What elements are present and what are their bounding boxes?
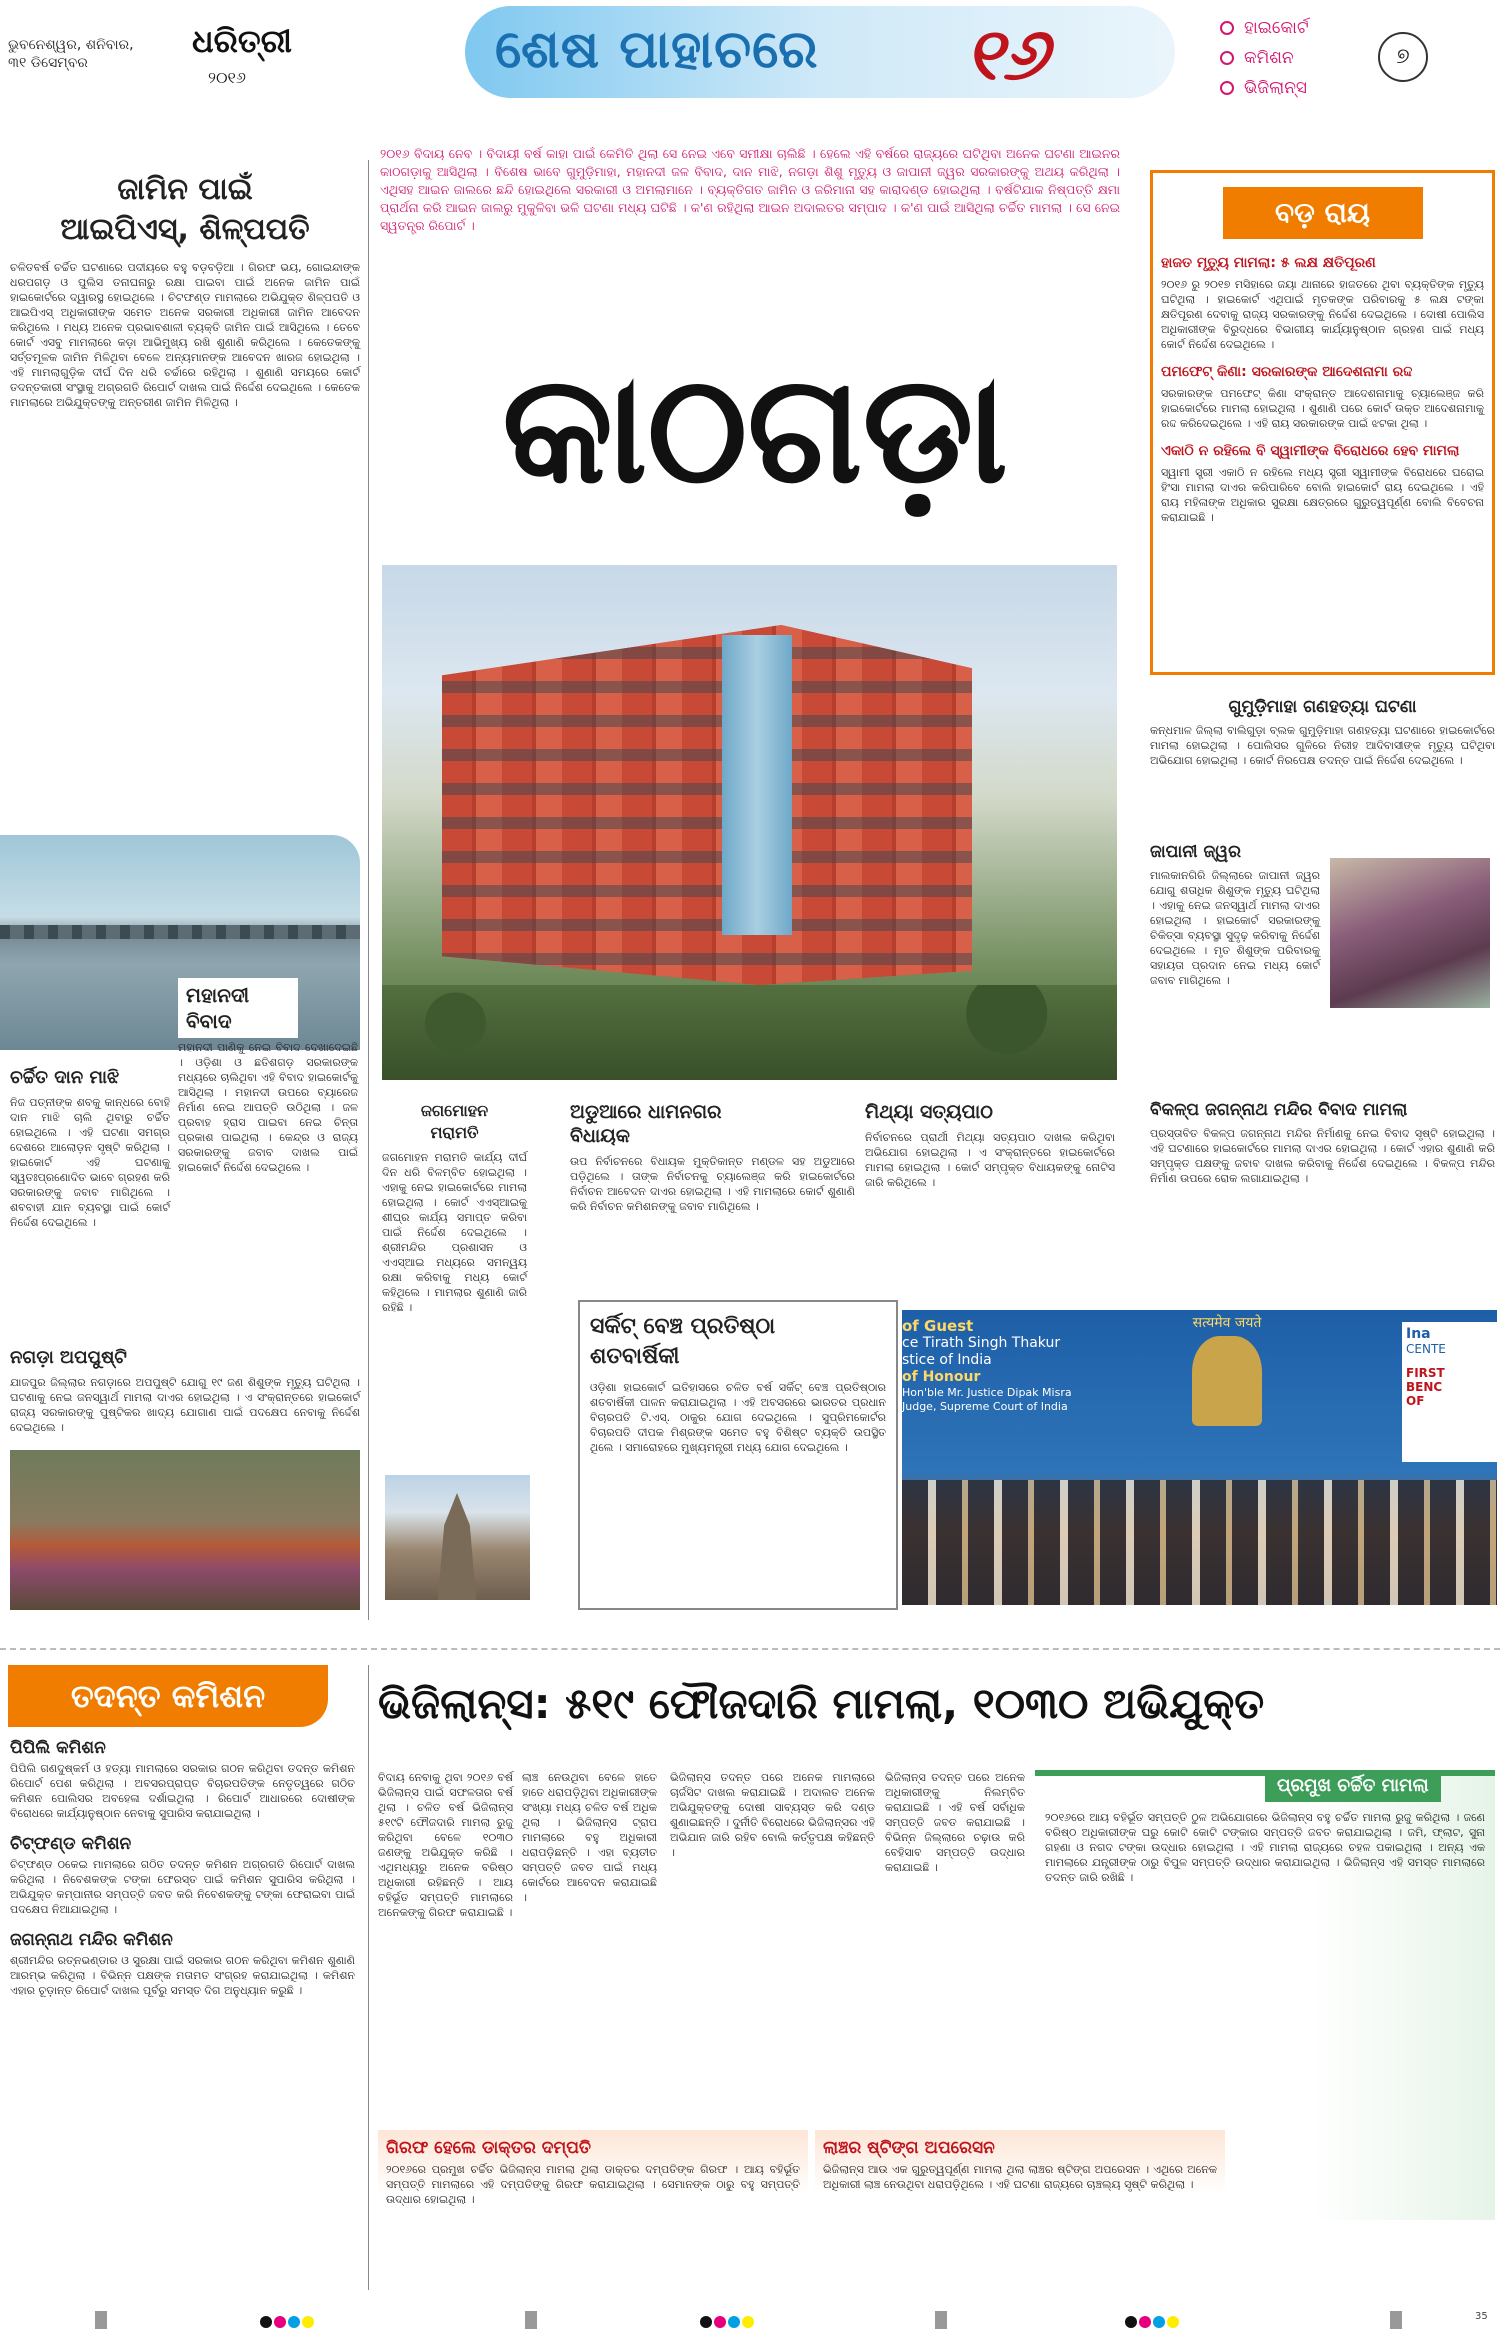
year-label: ୨୦୧୬ (208, 68, 246, 87)
vig-col-2: ଲାଞ୍ଚ ନେଉଥିବା ବେଳେ ହାତେ ହାତେ ଧରାପଡ଼ିଥିବା ଅଧିକାରୀଙ୍କ ସଂଖ୍ୟା ମଧ୍ୟ ଚଳିତ ବର୍ଷ ଅଧିକ ଥିଲା । ଭିଜିଲାନ୍ସ ଟ୍ରାପ ମାମଲାରେ ବହୁ ଅଧିକାରୀ ଧରାପଡ଼ିଛନ୍ତି । ଏହା ବ୍ୟତୀତ ସମ୍ପତ୍ତି ଜବତ ପାଇଁ ମଧ୍ୟ କୋର୍ଟରେ ଆବେଦନ କରାଯାଇଛି । (522, 1771, 657, 1904)
topic-item: ହାଇକୋର୍ଟ (1220, 18, 1380, 48)
vig-col-3: ଭିଜିଲାନ୍ସ ତଦନ୍ତ ପରେ ଅନେକ ମାମଲାରେ ଚାର୍ଜସିଟ ଦାଖଲ କରାଯାଇଛି । ଅଦାଲତ ଅନେକ ଅଭିଯୁକ୍ତଙ୍କୁ ଦୋଷୀ ସାବ୍ୟସ୍ତ କରି ଦଣ୍ଡ ଶୁଣାଇଛନ୍ତି । ଦୁର୍ନୀତି ବିରୋଧରେ ଭିଜିଲାନ୍ସର ଏହି ଅଭିଯାନ ଜାରି ରହିବ ବୋଲି କର୍ତ୍ତୃପକ୍ଷ କହିଛନ୍ତି । (670, 1771, 875, 1859)
title-banner (465, 6, 1175, 98)
footer-marks (0, 2305, 1500, 2335)
big-verdict-box (1150, 170, 1495, 675)
jag-commission-body: ଶ୍ରୀମନ୍ଦିର ରତ୍ନଭଣ୍ଡାର ଓ ସୁରକ୍ଷା ପାଇଁ ସରକାର ଗଠନ କରିଥିବା କମିଶନ ଶୁଣାଣି ଆରମ୍ଭ କରିଥିଲା । ବିଭିନ୍ନ ପକ୍ଷଙ୍କ ମତାମତ ସଂଗ୍ରହ କରାଯାଇଥିଲା । କମିଶନ ଏହାର ଚୂଡ଼ାନ୍ତ ରିପୋର୍ଟ ଦାଖଲ ପୂର୍ବରୁ ସମସ୍ତ ଦିଗ ଅନୁଧ୍ୟାନ କରୁଛି । (10, 1954, 355, 1997)
dana-title: ଚର୍ଚ୍ଚିତ ଦାନ ମାଝି (10, 1067, 120, 1088)
big-verdict-header: ବଡ଼ ରାୟ (1223, 187, 1423, 239)
bail-article (10, 170, 360, 410)
temple-title: ବିକଳ୍ପ ଜଗନ୍ନାଥ ମନ୍ଦିର ବିବାଦ ମାମଲା (1150, 1100, 1408, 1120)
topic-item: ଭିଜିଲାନ୍ସ (1220, 78, 1380, 108)
pmfund-title: ପମଫେଟ୍ କିଣା: ସରକାରଙ୍କ ଆଦେଶନାମା ରଦ୍ଦ (1161, 364, 1413, 380)
dignitaries-graphic (902, 1480, 1497, 1605)
court-photo (382, 565, 1117, 1080)
key-cases-body: ୨୦୧୬ରେ ଆୟ ବହିର୍ଭୂତ ସମ୍ପତ୍ତି ଠୁଳ ଅଭିଯୋଗରେ ଭିଜିଲାନ୍ସ ବହୁ ଚର୍ଚ୍ଚିତ ମାମଲା ରୁଜୁ କରିଥିଲା । ଜଣେ ବରିଷ୍ଠ ଅଧିକାରୀଙ୍କ ଘରୁ କୋଟି କୋଟି ଟଙ୍କାର ସମ୍ପତ୍ତି ଜବତ କରାଯାଇଥିଲା । ଜମି, ଫ୍ଲାଟ, ସୁନା ଗହଣା ଓ ନଗଦ ଟଙ୍କା ଉଦ୍ଧାର ହୋଇଥିଲା । ଏହି ମାମଲା ରାଜ୍ୟରେ ଚହଳ ପକାଇଥିଲା । ଅନ୍ୟ ଏକ ମାମଲାରେ ଯନ୍ତ୍ରୀଙ୍କ ଠାରୁ ବିପୁଳ ସମ୍ପତ୍ତି ଉଦ୍ଧାର କରାଯାଇଥିଲା । ଭିଜିଲାନ୍ସ ଏହି ସମସ୍ତ ମାମଲାରେ ତଦନ୍ତ ଜାରି ରଖିଛି । (1045, 1811, 1485, 1884)
banner-year: ୧୬ (965, 12, 1048, 96)
right-banner: Ina CENTE FIRST BENC OF (1402, 1322, 1497, 1462)
wife-body: ସ୍ୱାମୀ ସ୍ତ୍ରୀ ଏକାଠି ନ ରହିଲେ ମଧ୍ୟ ସ୍ତ୍ରୀ ସ୍ୱାମୀଙ୍କ ବିରୋଧରେ ଘରୋଇ ହିଂସା ମାମଲା ଦାଏର କରିପାରିବେ ବୋଲି ହାଇକୋର୍ଟ ରାୟ ଦେଇଥିଲେ । ଏହି ରାୟ ମହିଳାଙ୍କ ଅଧିକାର ସୁରକ୍ଷା କ୍ଷେତ୍ରରେ ଗୁରୁତ୍ୱପୂର୍ଣ୍ଣ ବୋଲି ବିବେଚନା କରାଯାଇଛି । (1161, 466, 1484, 524)
pmfund-body: ସରକାରଙ୍କ ପମଫେଟ୍ କିଣା ସଂକ୍ରାନ୍ତ ଆଦେଶନାମାକୁ ଚ୍ୟାଲେଞ୍ଜ କରି ହାଇକୋର୍ଟରେ ମାମଲା ହୋଇଥିଲା । ଶୁଣାଣି ପରେ କୋର୍ଟ ଉକ୍ତ ଆଦେଶନାମାକୁ ରଦ୍ଦ କରିଦେଇଥିଲେ । ଏହି ରାୟ ସରକାରଙ୍କ ପାଇଁ ଝଟକା ଥିଲା । (1161, 387, 1484, 430)
mla-article: ଅଡୁଆରେ ଧାମନଗର ବିଧାୟକ ଉପ ନିର୍ବାଚନରେ ବିଧାୟକ ମୁକ୍ତିକାନ୍ତ ମଣ୍ଡଳ ସହ ଅଡୁଆରେ ପଡ଼ିଥିଲେ । ତାଙ୍କ ନିର୍ବାଚନକୁ ଚ୍ୟାଲେଞ୍ଜ କରି ହାଇକୋର୍ଟରେ ନିର୍ବାଚନ ଆବେଦନ ଦାଏର ହୋଇଥିଲା । ଏହି ମାମଲାରେ କୋର୍ଟ ଶୁଣାଣି କରି ନିର୍ବାଚନ କମିଶନଙ୍କୁ ଜବାବ ମାଗିଥିଲେ । (570, 1101, 855, 1213)
japan-body: ମାଲକାନଗିରି ଜିଲ୍ଲାରେ ଜାପାନୀ ଜ୍ୱର ଯୋଗୁ ଶତାଧିକ ଶିଶୁଙ୍କ ମୃତ୍ୟୁ ଘଟିଥିଲା । ଏହାକୁ ନେଇ ଜନସ୍ୱାର୍ଥ ମାମଲା ଦାଏର ହୋଇଥିଲା । ହାଇକୋର୍ଟ ସରକାରଙ୍କୁ ଚିକିତ୍ସା ବ୍ୟବସ୍ଥା ସୁଦୃଢ଼ କରିବାକୁ ନିର୍ଦ୍ଦେଶ ଦେଇଥିଲେ । ମୃତ ଶିଶୁଙ୍କ ପରିବାରକୁ ସହାୟତା ପ୍ରଦାନ ନେଇ ମଧ୍ୟ କୋର୍ଟ ଜବାବ ମାଗିଥିଲେ । (1150, 869, 1320, 987)
bail-body: ଚଳିତବର୍ଷ ଚର୍ଚ୍ଚିତ ଘଟଣାରେ ପଦୀୟରେ ବହୁ ବଡ଼ବଡ଼ିଆ । ଗିରଫ ଭୟ, ଗୋଇନ୍ଦାଙ୍କ ଧରପଗଡ଼ ଓ ପୁଲିସ ତନାଘନାରୁ ରକ୍ଷା ପାଇବା ପାଇଁ ଅନେକ ଜାମିନ ପାଇଁ ହାଇକୋର୍ଟରେ ଦ୍ୱାରସ୍ଥ ହୋଇଥିଲେ । ଚିଟଫଣ୍ଡ ମାମଲାରେ ଅଭିଯୁକ୍ତ ଶିଳ୍ପପତି ଓ ଆଇପିଏସ୍ ଅଧିକାରୀଙ୍କ ସମେତ ଅନେକ ସରକାରୀ ଅଧିକାରୀ ଜାମିନ ଆବେଦନ କରିଥିଲେ । ମଧ୍ୟ ଅନେକ ପ୍ରଭାବଶାଳୀ ବ୍ୟକ୍ତି ଜାମିନ ପାଇଁ ଆସିଥିଲେ । ତେବେ କୋର୍ଟ ଏସବୁ ମାମଲାରେ କଡ଼ା ଆଭିମୁଖ୍ୟ ରଖି ଶୁଣାଣି କରିଥିଲେ । କେତେକଙ୍କୁ ସର୍ତ୍ତମୂଳକ ଜାମିନ ମିଳିଥିବା ବେଳେ ଅନ୍ୟମାନଙ୍କ ଆବେଦନ ଖାରଜ ହୋଇଥିଲା । ଏହି ମାମଲାଗୁଡ଼ିକ ଦୀର୍ଘ ଦିନ ଧରି ଚର୍ଚ୍ଚାରେ ରହିଥିଲା । ଶୁଣାଣି ସମୟରେ କୋର୍ଟ ତଦନ୍ତକାରୀ ସଂସ୍ଥାକୁ ଅଗ୍ରଗତି ରିପୋର୍ଟ ଦାଖଲ ପାଇଁ ନିର୍ଦ୍ଦେଶ ଦେଇଥିଲେ । କେତେକ ମାମଲାରେ ଅଭିଯୁକ୍ତଙ୍କୁ ଅନ୍ତରୀଣ ଜାମିନ ମିଳିଥିଲା । (10, 261, 360, 409)
pipili-body: ପିପିଲି ଗଣଦୁଷ୍କର୍ମ ଓ ହତ୍ୟା ମାମଲାରେ ସରକାର ଗଠନ କରିଥିବା ତଦନ୍ତ କମିଶନ ରିପୋର୍ଟ ପେଶ କରିଥିଲା । ଅବସରପ୍ରାପ୍ତ ବିଚାରପତିଙ୍କ ନେତୃତ୍ୱରେ ଗଠିତ କମିଶନ ପୋଲିସର ଅବହେଳା ଦର୍ଶାଇଥିଲା । ରିପୋର୍ଟ ଆଧାରରେ ଦୋଷୀଙ୍କ ବିରୋଧରେ କାର୍ଯ୍ୟାନୁଷ୍ଠାନ ନେବାକୁ ସୁପାରିସ କରାଯାଇଥିଲା । (10, 1762, 355, 1820)
gray-mark (95, 2311, 107, 2329)
chit-body: ଚିଟ୍‌ଫଣ୍ଡ ଠକେଇ ମାମଲାରେ ଗଠିତ ତଦନ୍ତ କମିଶନ ଅଗ୍ରଗତି ରିପୋର୍ଟ ଦାଖଲ କରିଥିଲା । ନିବେଶକଙ୍କ ଟଙ୍କା ଫେରସ୍ତ ପାଇଁ କମିଶନ ସୁପାରିସ କରିଥିଲା । ଅଭିଯୁକ୍ତ କମ୍ପାନୀର ସମ୍ପତ୍ତି ଜବତ କରି ନିବେଶକଙ୍କୁ ଟଙ୍କା ଫେରାଇବା ପାଇଁ ପଦକ୍ଷେପ ନିଆଯାଇଥିଲା । (10, 1858, 355, 1916)
japan-title: ଜାପାନୀ ଜ୍ୱର (1150, 842, 1242, 862)
doctor-box (378, 2130, 808, 2290)
bottom-col-divider (368, 1665, 369, 2290)
date-block (8, 36, 188, 72)
color-registration-mark (1125, 2313, 1179, 2332)
intro-block (380, 145, 1120, 235)
wife-title: ଏକାଠି ନ ରହିଲେ ବି ସ୍ୱାମୀଙ୍କ ବିରୋଧରେ ହେବ ମାମଲା (1161, 443, 1460, 459)
building-graphic (442, 625, 972, 985)
bail-title: ଜାମିନ ପାଇଁ ଆଇପିଏସ୍, ଶିଳ୍ପପତି (60, 172, 310, 247)
mla-body: ଉପ ନିର୍ବାଚନରେ ବିଧାୟକ ମୁକ୍ତିକାନ୍ତ ମଣ୍ଡଳ ସହ ଅଡୁଆରେ ପଡ଼ିଥିଲେ । ତାଙ୍କ ନିର୍ବାଚନକୁ ଚ୍ୟାଲେଞ୍ଜ କରି ହାଇକୋର୍ଟରେ ନିର୍ବାଚନ ଆବେଦନ ଦାଏର ହୋଇଥିଲା । ଏହି ମାମଲାରେ କୋର୍ଟ ଶୁଣାଣି କରି ନିର୍ବାଚନ କମିଶନଙ୍କୁ ଜବାବ ମାଗିଥିଲେ । (570, 1155, 855, 1213)
temple-body: ପ୍ରସ୍ତାବିତ ବିକଳ୍ପ ଜଗନ୍ନାଥ ମନ୍ଦିର ନିର୍ମାଣକୁ ନେଇ ବିବାଦ ସୃଷ୍ଟି ହୋଇଥିଲା । ଏହି ଘଟଣାରେ ହାଇକୋର୍ଟରେ ମାମଲା ଦାଏର ହୋଇଥିଲା । କୋର୍ଟ ଏହାର ଶୁଣାଣି କରି ସମ୍ପୃକ୍ତ ପକ୍ଷଙ୍କୁ ଜବାବ ଦାଖଲ କରିବାକୁ ନିର୍ଦ୍ଦେଶ ଦେଇଥିଲେ । ବିକଳ୍ପ ମନ୍ଦିର ନିର୍ମାଣ ଉପରେ ରୋକ ଲଗାଯାଇଥିଲା । (1150, 1127, 1495, 1185)
gumu-title: ଗୁମୁଡ଼ିମାହା ଗଣହତ୍ୟା ଘଟଣା (1228, 697, 1417, 717)
dana-body: ନିଜ ପତ୍ନୀଙ୍କ ଶବକୁ କାନ୍ଧରେ ବୋହି ଦାନ ମାଝି ଚାଲି ଥିବାରୁ ଚର୍ଚ୍ଚିତ ହୋଇଥିଲେ । ଏହି ଘଟଣା ସମଗ୍ର ଦେଶରେ ଆଲୋଡ଼ନ ସୃଷ୍ଟି କରିଥିଲା । ହାଇକୋର୍ଟ ଏହି ଘଟଣାକୁ ସ୍ୱତଃପ୍ରଣୋଦିତ ଭାବେ ଗ୍ରହଣ କରି ସରକାରଙ୍କୁ ଜବାବ ମାଗିଥିଲେ । ଶବବାହୀ ଯାନ ବ୍ୟବସ୍ଥା ପାଇଁ କୋର୍ଟ ନିର୍ଦ୍ଦେଶ ଦେଇଥିଲେ । (10, 1096, 170, 1229)
section-divider (0, 1648, 1500, 1650)
page-number: ୭ (1378, 32, 1428, 82)
nagada-title: ନଗଡ଼ା ଅପପୁଷ୍ଟି (10, 1347, 127, 1368)
topic-list (1220, 18, 1380, 108)
bullet-icon (1220, 51, 1234, 65)
masthead (0, 0, 1500, 100)
commission-panel (0, 1665, 365, 1998)
trees-graphic (382, 985, 1117, 1080)
intro-text: ୨୦୧୬ ବିଦାୟ ନେବ । ବିଦାୟୀ ବର୍ଷ କାହା ପାଇଁ କେମିତି ଥିଲା ସେ ନେଇ ଏବେ ସମୀକ୍ଷା ଚାଲିଛି । ହେଲେ ଏହି ବର୍ଷରେ ରାଜ୍ୟରେ ଘଟିଥିବା ଅନେକ ଘଟଣା ଆଇନର କାଠଗଡ଼ାକୁ ଆସିଥିଲା । ବିଶେଷ ଭାବେ ଗୁମୁଡ଼ିମାହା, ମହାନଦୀ ଜଳ ବିବାଦ, ଦାନ ମାଝି, ନଗଡ଼ା ଶିଶୁ ମୃତ୍ୟୁ ଓ ଜାପାନୀ ଜ୍ୱର ସରକାରଙ୍କୁ ଅଥୟ କରିଥିଲା । ଏଥିସହ ଆଇନ ଜାଲରେ ଛନ୍ଦି ହୋଇଥିଲେ ସରକାରୀ ଓ ଅମଲାମାନେ । ବ୍ୟକ୍ତିଗତ ଜାମିନ ଓ ଜରିମାନା ସହ କାରାଦଣ୍ଡ ହୋଇଥିଲା । ବର୍ଷଟିଯାକ ନିଷ୍ପତ୍ତି କ୍ଷମା ପ୍ରାର୍ଥନା କରି ଆଇନ ଜାଲରୁ ମୁକୁଳିବା ଭଳି ଘଟଣା ମଧ୍ୟ ଘଟିଛି । କ'ଣ ରହିଥିଲା ଆଇନ ଅଦାଲତର ସମ୍ପାଦ । କ'ଣ ପାଇଁ ଆସିଥିଲା ଚର୍ଚ୍ଚିତ ମାମଲା । ସେ ନେଇ ସ୍ୱତନ୍ତ୍ର ରିପୋର୍ଟ । (380, 146, 1120, 233)
circuit-body: ଓଡ଼ିଶା ହାଇକୋର୍ଟ ଇତିହାସରେ ଚଳିତ ବର୍ଷ ସର୍କିଟ୍ ବେଞ୍ଚ ପ୍ରତିଷ୍ଠାର ଶତବାର୍ଷିକୀ ପାଳନ କରାଯାଇଥିଲା । ଏହି ଅବସରରେ ଭାରତର ପ୍ରଧାନ ବିଚାରପତି ଟି.ଏସ୍. ଠାକୁର ଯୋଗ ଦେଇଥିଲେ । ସୁପ୍ରିମକୋର୍ଟର ବିଚାରପତି ଦୀପକ ମିଶ୍ରଙ୍କ ସମେତ ବହୁ ବିଶିଷ୍ଟ ବ୍ୟକ୍ତି ଉପସ୍ଥିତ ଥିଲେ । ସମାରୋହରେ ମୁଖ୍ୟମନ୍ତ୍ରୀ ମଧ୍ୟ ଯୋଗ ଦେଇଥିଲେ । (590, 1381, 886, 1454)
bridge-graphic (0, 925, 360, 939)
commission-header: ତଦନ୍ତ କମିଶନ (8, 1665, 328, 1727)
page-code: 35 (1475, 2311, 1488, 2322)
doctor-title: ଗିରଫ ହେଲେ ଡାକ୍ତର ଦମ୍ପତି (386, 2138, 592, 2158)
jagamohan-article: ଜଗମୋହନ ମରାମତି ଜଗମୋହନ ମରାମତି କାର୍ଯ୍ୟ ଦୀର୍ଘ ଦିନ ଧରି ବିଳମ୍ବିତ ହୋଇଥିଲା । ଏହାକୁ ନେଇ ହାଇକୋର୍ଟରେ ମାମଲା ହୋଇଥିଲା । କୋର୍ଟ ଏଏସ୍‌ଆଇକୁ ଶୀଘ୍ର କାର୍ଯ୍ୟ ସମାପ୍ତ କରିବା ପାଇଁ ନିର୍ଦ୍ଦେଶ ଦେଇଥିଲେ । ଶ୍ରୀମନ୍ଦିର ପ୍ରଶାସନ ଓ ଏଏସ୍‌ଆଇ ମଧ୍ୟରେ ସମନ୍ୱୟ ରକ୍ଷା କରିବାକୁ ମଧ୍ୟ କୋର୍ଟ କହିଥିଲେ । ମାମଲାର ଶୁଣାଣି ଜାରି ରହିଛି । (382, 1101, 527, 1314)
false-oath-title: ମିଥ୍ୟା ସତ୍ୟପାଠ (865, 1101, 993, 1123)
sting-box (815, 2130, 1225, 2290)
temple-graphic (425, 1493, 489, 1600)
jag-commission-title: ଜଗନ୍ନାଥ ମନ୍ଦିର କମିଶନ (10, 1930, 173, 1950)
chit-title: ଚିଟ୍‌ଫଣ୍ଡ କମିଶନ (10, 1834, 132, 1854)
bullet-icon (1220, 21, 1234, 35)
river-caption: ମହାନଦୀ ବିବାଦ (178, 978, 298, 1038)
vig-col-4: ଭିଜିଲାନ୍ସ ତଦନ୍ତ ପରେ ଅନେକ ଅଧିକାରୀଙ୍କୁ ନିଲମ୍ବିତ କରାଯାଇଛି । ଏହି ବର୍ଷ ସର୍ବାଧିକ ସମ୍ପତ୍ତି ଜବତ କରାଯାଇଛି । ବିଭିନ୍ନ ଜିଲ୍ଲାରେ ଚଢ଼ାଉ କରି ବେହିସାବ ସମ୍ପତ୍ତି ଉଦ୍ଧାର କରାଯାଇଛି । (885, 1771, 1025, 1874)
main-headline: କାଠଗଡ଼ା (502, 343, 1008, 517)
banner-title: ଶେଷ ପାହାଚରେ (495, 20, 819, 80)
sting-body: ଭିଜିଲାନ୍ସ ଆଉ ଏକ ଗୁରୁତ୍ୱପୂର୍ଣ୍ଣ ମାମଲା ଥିଲା ଲାଞ୍ଚର ଷ୍ଟିଙ୍ଗ ଅପରେସନ । ଏଥିରେ ଅନେକ ଅଧିକାରୀ ଲାଞ୍ଚ ନେଉଥିବା ଧରାପଡ଼ିଥିଲେ । ଏହି ଘଟଣା ରାଜ୍ୟରେ ଚାଞ୍ଚଲ୍ୟ ସୃଷ୍ଟି କରିଥିଲା । (823, 2163, 1217, 2191)
gumu-body: କନ୍ଧମାଳ ଜିଲ୍ଲା ବାଲିଗୁଡ଼ା ବ୍ଲକ ଗୁମୁଡ଼ିମାହା ଗଣହତ୍ୟା ଘଟଣାରେ ହାଇକୋର୍ଟରେ ମାମଲା ହୋଇଥିଲା । ପୋଲିସର ଗୁଳିରେ ନିରୀହ ଆଦିବାସୀଙ୍କ ମୃତ୍ୟୁ ଘଟିଥିବା ଅଭିଯୋଗ ହୋଇଥିଲା । କୋର୍ଟ ନିରପେକ୍ଷ ତଦନ୍ତ ପାଇଁ ନିର୍ଦ୍ଦେଶ ଦେଇଥିଲେ । (1150, 724, 1495, 767)
emblem-icon (1192, 1336, 1262, 1426)
vig-col-1: ବିଦାୟ ନେବାକୁ ଥିବା ୨୦୧୬ ବର୍ଷ ଭିଜିଲାନ୍ସ ପାଇଁ ସଫଳତାର ବର୍ଷ ଥିଲା । ଚଳିତ ବର୍ଷ ଭିଜିଲାନ୍ସ ୫୧୯ଟି ଫୌଜଦାରି ମାମଲା ରୁଜୁ କରିଥିବା ବେଳେ ୧୦୩୦ ଜଣଙ୍କୁ ଅଭିଯୁକ୍ତ କରିଛି । ଏଥିମଧ୍ୟରୁ ଅନେକ ବରିଷ୍ଠ ଅଧିକାରୀ ରହିଛନ୍ତି । ଆୟ ବହିର୍ଭୂତ ସମ୍ପତ୍ତି ମାମଲାରେ ଅନେକଙ୍କୁ ଗିରଫ କରାଯାଇଛି । (378, 1771, 513, 1919)
japan-photo (1330, 858, 1490, 1008)
date-line: ୩୧ ଡିସେମ୍ବର (8, 55, 88, 71)
false-oath-article (865, 1100, 1115, 1190)
nagada-article (10, 1345, 360, 1435)
pipili-title: ପିପିଲି କମିଶନ (10, 1738, 106, 1758)
glass-tower (722, 635, 792, 935)
window-grid (442, 625, 972, 985)
dana-article (10, 1065, 170, 1230)
vigilance-headline: ଭିଜିଲାନ୍ସ: ୫୧୯ ଫୌଜଦାରି ମାମଲା, ୧୦୩୦ ଅଭିଯୁକ୍ତ (378, 1679, 1265, 1728)
gray-mark (1390, 2311, 1402, 2329)
gray-mark (935, 2311, 947, 2329)
nagada-body: ଯାଜପୁର ଜିଲ୍ଲାର ନଗଡ଼ାରେ ଅପପୁଷ୍ଟି ଯୋଗୁ ୧୯ ଜଣ ଶିଶୁଙ୍କ ମୃତ୍ୟୁ ଘଟିଥିଲା । ଘଟଣାକୁ ନେଇ ଜନସ୍ୱାର୍ଥ ମାମଲା ଦାଏର ହୋଇଥିଲା । ଏ ସଂକ୍ରାନ୍ତରେ ହାଇକୋର୍ଟ ରାଜ୍ୟ ସରକାରଙ୍କୁ ପୁଷ୍ଟିକର ଖାଦ୍ୟ ଯୋଗାଣ ପାଇଁ ପଦକ୍ଷେପ ନେବାକୁ ନିର୍ଦ୍ଦେଶ ଦେଇଥିଲେ । (10, 1376, 360, 1434)
paper-name: ଧରିତ୍ରୀ (192, 22, 292, 60)
color-registration-mark (260, 2313, 314, 2332)
false-oath-body: ନିର୍ବାଚନରେ ପ୍ରାର୍ଥୀ ମିଥ୍ୟା ସତ୍ୟପାଠ ଦାଖଲ କରିଥିବା ଅଭିଯୋଗ ହୋଇଥିଲା । ଏ ସଂକ୍ରାନ୍ତରେ ହାଇକୋର୍ଟରେ ମାମଲା ହୋଇଥିଲା । କୋର୍ଟ ସମ୍ପୃକ୍ତ ବିଧାୟକଙ୍କୁ ନୋଟିସ ଜାରି କରିଥିଲେ । (865, 1131, 1115, 1189)
jagamohan-body: ଜଗମୋହନ ମରାମତି କାର୍ଯ୍ୟ ଦୀର୍ଘ ଦିନ ଧରି ବିଳମ୍ବିତ ହୋଇଥିଲା । ଏହାକୁ ନେଇ ହାଇକୋର୍ଟରେ ମାମଲା ହୋଇଥିଲା । କୋର୍ଟ ଏଏସ୍‌ଆଇକୁ ଶୀଘ୍ର କାର୍ଯ୍ୟ ସମାପ୍ତ କରିବା ପାଇଁ ନିର୍ଦ୍ଦେଶ ଦେଇଥିଲେ । ଶ୍ରୀମନ୍ଦିର ପ୍ରଶାସନ ଓ ଏଏସ୍‌ଆଇ ମଧ୍ୟରେ ସମନ୍ୱୟ ରକ୍ଷା କରିବାକୁ ମଧ୍ୟ କୋର୍ଟ କହିଥିଲେ । ମାମଲାର ଶୁଣାଣି ଜାରି ରହିଛି । (382, 1151, 527, 1314)
color-registration-mark (700, 2313, 754, 2332)
gumu-article (1150, 695, 1495, 768)
gray-mark (525, 2311, 537, 2329)
custody-title: ହାଜତ ମୃତ୍ୟୁ ମାମଲା: ୫ ଲକ୍ଷ କ୍ଷତିପୂରଣ (1161, 255, 1376, 271)
children-photo (10, 1450, 360, 1610)
custody-body: ୨୦୧୬ ରୁ ୨୦୧୭ ମସିହାରେ ଜୟା ଥାନାରେ ହାଜତରେ ଥିବା ବ୍ୟକ୍ତିଙ୍କ ମୃତ୍ୟୁ ଘଟିଥିଲା । ହାଇକୋର୍ଟ ଏଥିପାଇଁ ମୃତକଙ୍କ ପରିବାରକୁ ୫ ଲକ୍ଷ ଟଙ୍କା କ୍ଷତିପୂରଣ ଦେବାକୁ ରାଜ୍ୟ ସରକାରଙ୍କୁ ନିର୍ଦ୍ଦେଶ ଦେଇଥିଲେ । ଦୋଷୀ ପୋଲିସ ଅଧିକାରୀଙ୍କ ବିରୁଦ୍ଧରେ ବିଭାଗୀୟ କାର୍ଯ୍ୟାନୁଷ୍ଠାନ ଗ୍ରହଣ ପାଇଁ ମଧ୍ୟ କୋର୍ଟ ନିର୍ଦ୍ଦେଶ ଦେଇଥିଲେ । (1161, 278, 1484, 351)
sting-title: ଲାଞ୍ଚର ଷ୍ଟିଙ୍ଗ ଅପରେସନ (823, 2138, 995, 2158)
place-date: ଭୁବନେଶ୍ୱର, ଶନିବାର, (8, 37, 134, 53)
key-cases-title: ପ୍ରମୁଖ ଚର୍ଚ୍ଚିତ ମାମଲା (1265, 1770, 1441, 1802)
river-body: ମହାନଦୀ ପାଣିକୁ ନେଇ ବିବାଦ ଦେଖାଦେଇଛି । ଓଡ଼ିଶା ଓ ଛତିଶଗଡ଼ ସରକାରଙ୍କ ମଧ୍ୟରେ ଚାଲିଥିବା ଏହି ବିବାଦ ହାଇକୋର୍ଟକୁ ଆସିଥିଲା । ମହାନଦୀ ଉପରେ ବ୍ୟାରେଜ ନିର୍ମାଣ ନେଇ ଆପତ୍ତି ଉଠିଥିଲା । ଜଳ ପ୍ରବାହ ହ୍ରାସ ପାଇବା ନେଇ ଚିନ୍ତା ପ୍ରକାଶ ପାଇଥିଲା । କେନ୍ଦ୍ର ଓ ରାଜ୍ୟ ସରକାରଙ୍କୁ ଜବାବ ଦାଖଲ ପାଇଁ ହାଇକୋର୍ଟ ନିର୍ଦ୍ଦେଶ ଦେଇଥିଲେ । (178, 1041, 358, 1174)
temple-photo (385, 1475, 530, 1600)
doctor-body: ୨୦୧୬ରେ ପ୍ରମୁଖ ଚର୍ଚ୍ଚିତ ଭିଜିଲାନ୍ସ ମାମଲା ଥିଲା ଡାକ୍ତର ଦମ୍ପତିଙ୍କ ଗିରଫ । ଆୟ ବହିର୍ଭୂତ ସମ୍ପତ୍ତି ମାମଲାରେ ଏହି ଦମ୍ପତିଙ୍କୁ ଗିରଫ କରାଯାଇଥିଲା । ସେମାନଙ୍କ ଠାରୁ ବହୁ ସମ୍ପତ୍ତି ଉଦ୍ଧାର ହୋଇଥିଲା । (386, 2163, 800, 2206)
temple-article (1150, 1098, 1495, 1186)
bullet-icon (1220, 81, 1234, 95)
topic-item: କମିଶନ (1220, 48, 1380, 78)
circuit-box: ସର୍କିଟ୍ ବେଞ୍ଚ ପ୍ରତିଷ୍ଠା ଶତବାର୍ଷିକୀ ଓଡ଼ିଶା ହାଇକୋର୍ଟ ଇତିହାସରେ ଚଳିତ ବର୍ଷ ସର୍କିଟ୍ ବେଞ୍ଚ ପ୍ରତିଷ୍ଠାର ଶତବାର୍ଷିକୀ ପାଳନ କରାଯାଇଥିଲା । ଏହି ଅବସରରେ ଭାରତର ପ୍ରଧାନ ବିଚାରପତି ଟି.ଏସ୍. ଠାକୁର ଯୋଗ ଦେଇଥିଲେ । ସୁପ୍ରିମକୋର୍ଟର ବିଚାରପତି ଦୀପକ ମିଶ୍ରଙ୍କ ସମେତ ବହୁ ବିଶିଷ୍ଟ ବ୍ୟକ୍ତି ଉପସ୍ଥିତ ଥିଲେ । ସମାରୋହରେ ମୁଖ୍ୟମନ୍ତ୍ରୀ ମଧ୍ୟ ଯୋଗ ଦେଇଥିଲେ । (578, 1300, 898, 1610)
emblem: सत्यमेव जयते (1152, 1314, 1302, 1426)
ceremony-banner: of Guest ce Tirath Singh Thakur stice of India of Honour Hon'ble Mr. Justice Dipak Misra Judge, Supreme Court of India (902, 1317, 1072, 1413)
ceremony-photo (902, 1310, 1497, 1605)
col-divider (368, 160, 369, 1620)
